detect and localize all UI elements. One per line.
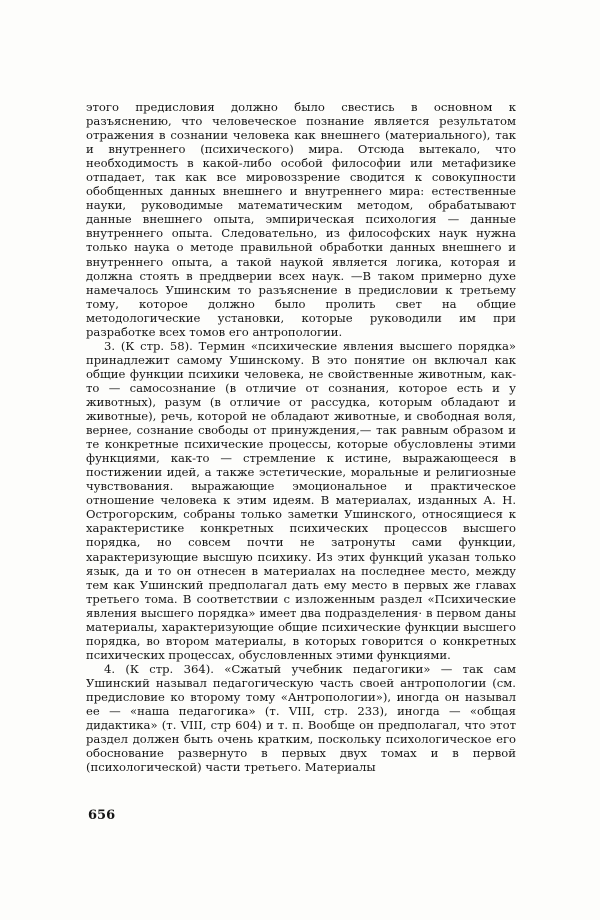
body-text (86, 100, 516, 774)
page-number: 656 (88, 808, 116, 823)
paragraph-note-3: 3. (К стр. 58). Термин «психические явления высшего порядка» принадлежит самому Ушинскому. В это понятие он включал как общие функции психики человека, не свойственные животным, как-то — самосознание (в отличие от сознания, которое есть и у животных), разум (в отличие от рассудка, которым обладают и животные), речь, которой не обладают животные, и свободная воля, вернее, сознание свободы от принуждения,— так равным образом и те конкретные психические процессы, которые обусловлены этими функциями, как-то — стремление к истине, выражающееся в постижении идей, а также эстетические, моральные и религиозные чувствования. выражающие эмоциональное и практическое отношение человека к этим идеям. В материалах, изданных А. Н. Острогорским, собраны только заметки Ушинского, относящиеся к характеристике конкретных психических процессов высшего порядка, но совсем почти не затронуты сами функции, характеризующие высшую психику. Из этих функций указан только язык, да и то он отнесен в материалах на последнее место, между тем как Ушинский предполагал дать ему место в первых же главах третьего тома. В соответствии с изложенным раздел «Психические явления высшего порядка» имеет два подразделения· в первом даны материалы, характеризующие общие психические функции высшего порядка, во втором материалы, в которых говорится о конкретных психических процессах, обусловленных этими функциями. (86, 338, 516, 662)
paragraph-continuation: этого предисловия должно было свестись в основном к разъяснению, что человеческое познание является результатом отражения в сознании человека как внешнего (материального), так и внутреннего (психического) мира. Отсюда вытекало, что необходимость в какой-либо особой философии или метафизике отпадает, так как все мировоззрение сводится к совокупности обобщенных данных внешнего и внутреннего мира: естественные науки, руководимые математическим методом, обрабатывают данные внешнего опыта, эмпирическая психология — данные внутреннего опыта. Следовательно, из философских наук нужна только наука о методе правильной обработки данных внешнего и внутреннего опыта, а такой наукой является логика, которая и должна стоять в преддверии всех наук. —В таком примерно духе намечалось Ушинским то разъяснение в предисловии к третьему тому, которое должно было пролить свет на общие методологические установки, которые руководили им при разработке всех томов его антропологии. (86, 100, 516, 339)
paragraph-note-4: 4. (К стр. 364). «Сжатый учебник педагогики» — так сам Ушинский называл педагогическую часть своей антропологии (см. предисловие ко второму тому «Антропологии»), иногда он называл ее — «наша педагогика» (т. VIII, стр. 233), иногда — «общая дидактика» (т. VIII, стр 604) и т. п. Вообще он предполагал, что этот раздел должен быть очень кратким, поскольку психологическое его обоснование развернуто в первых двух томах и в первой (психологической) части третьего. Материалы (86, 661, 516, 775)
